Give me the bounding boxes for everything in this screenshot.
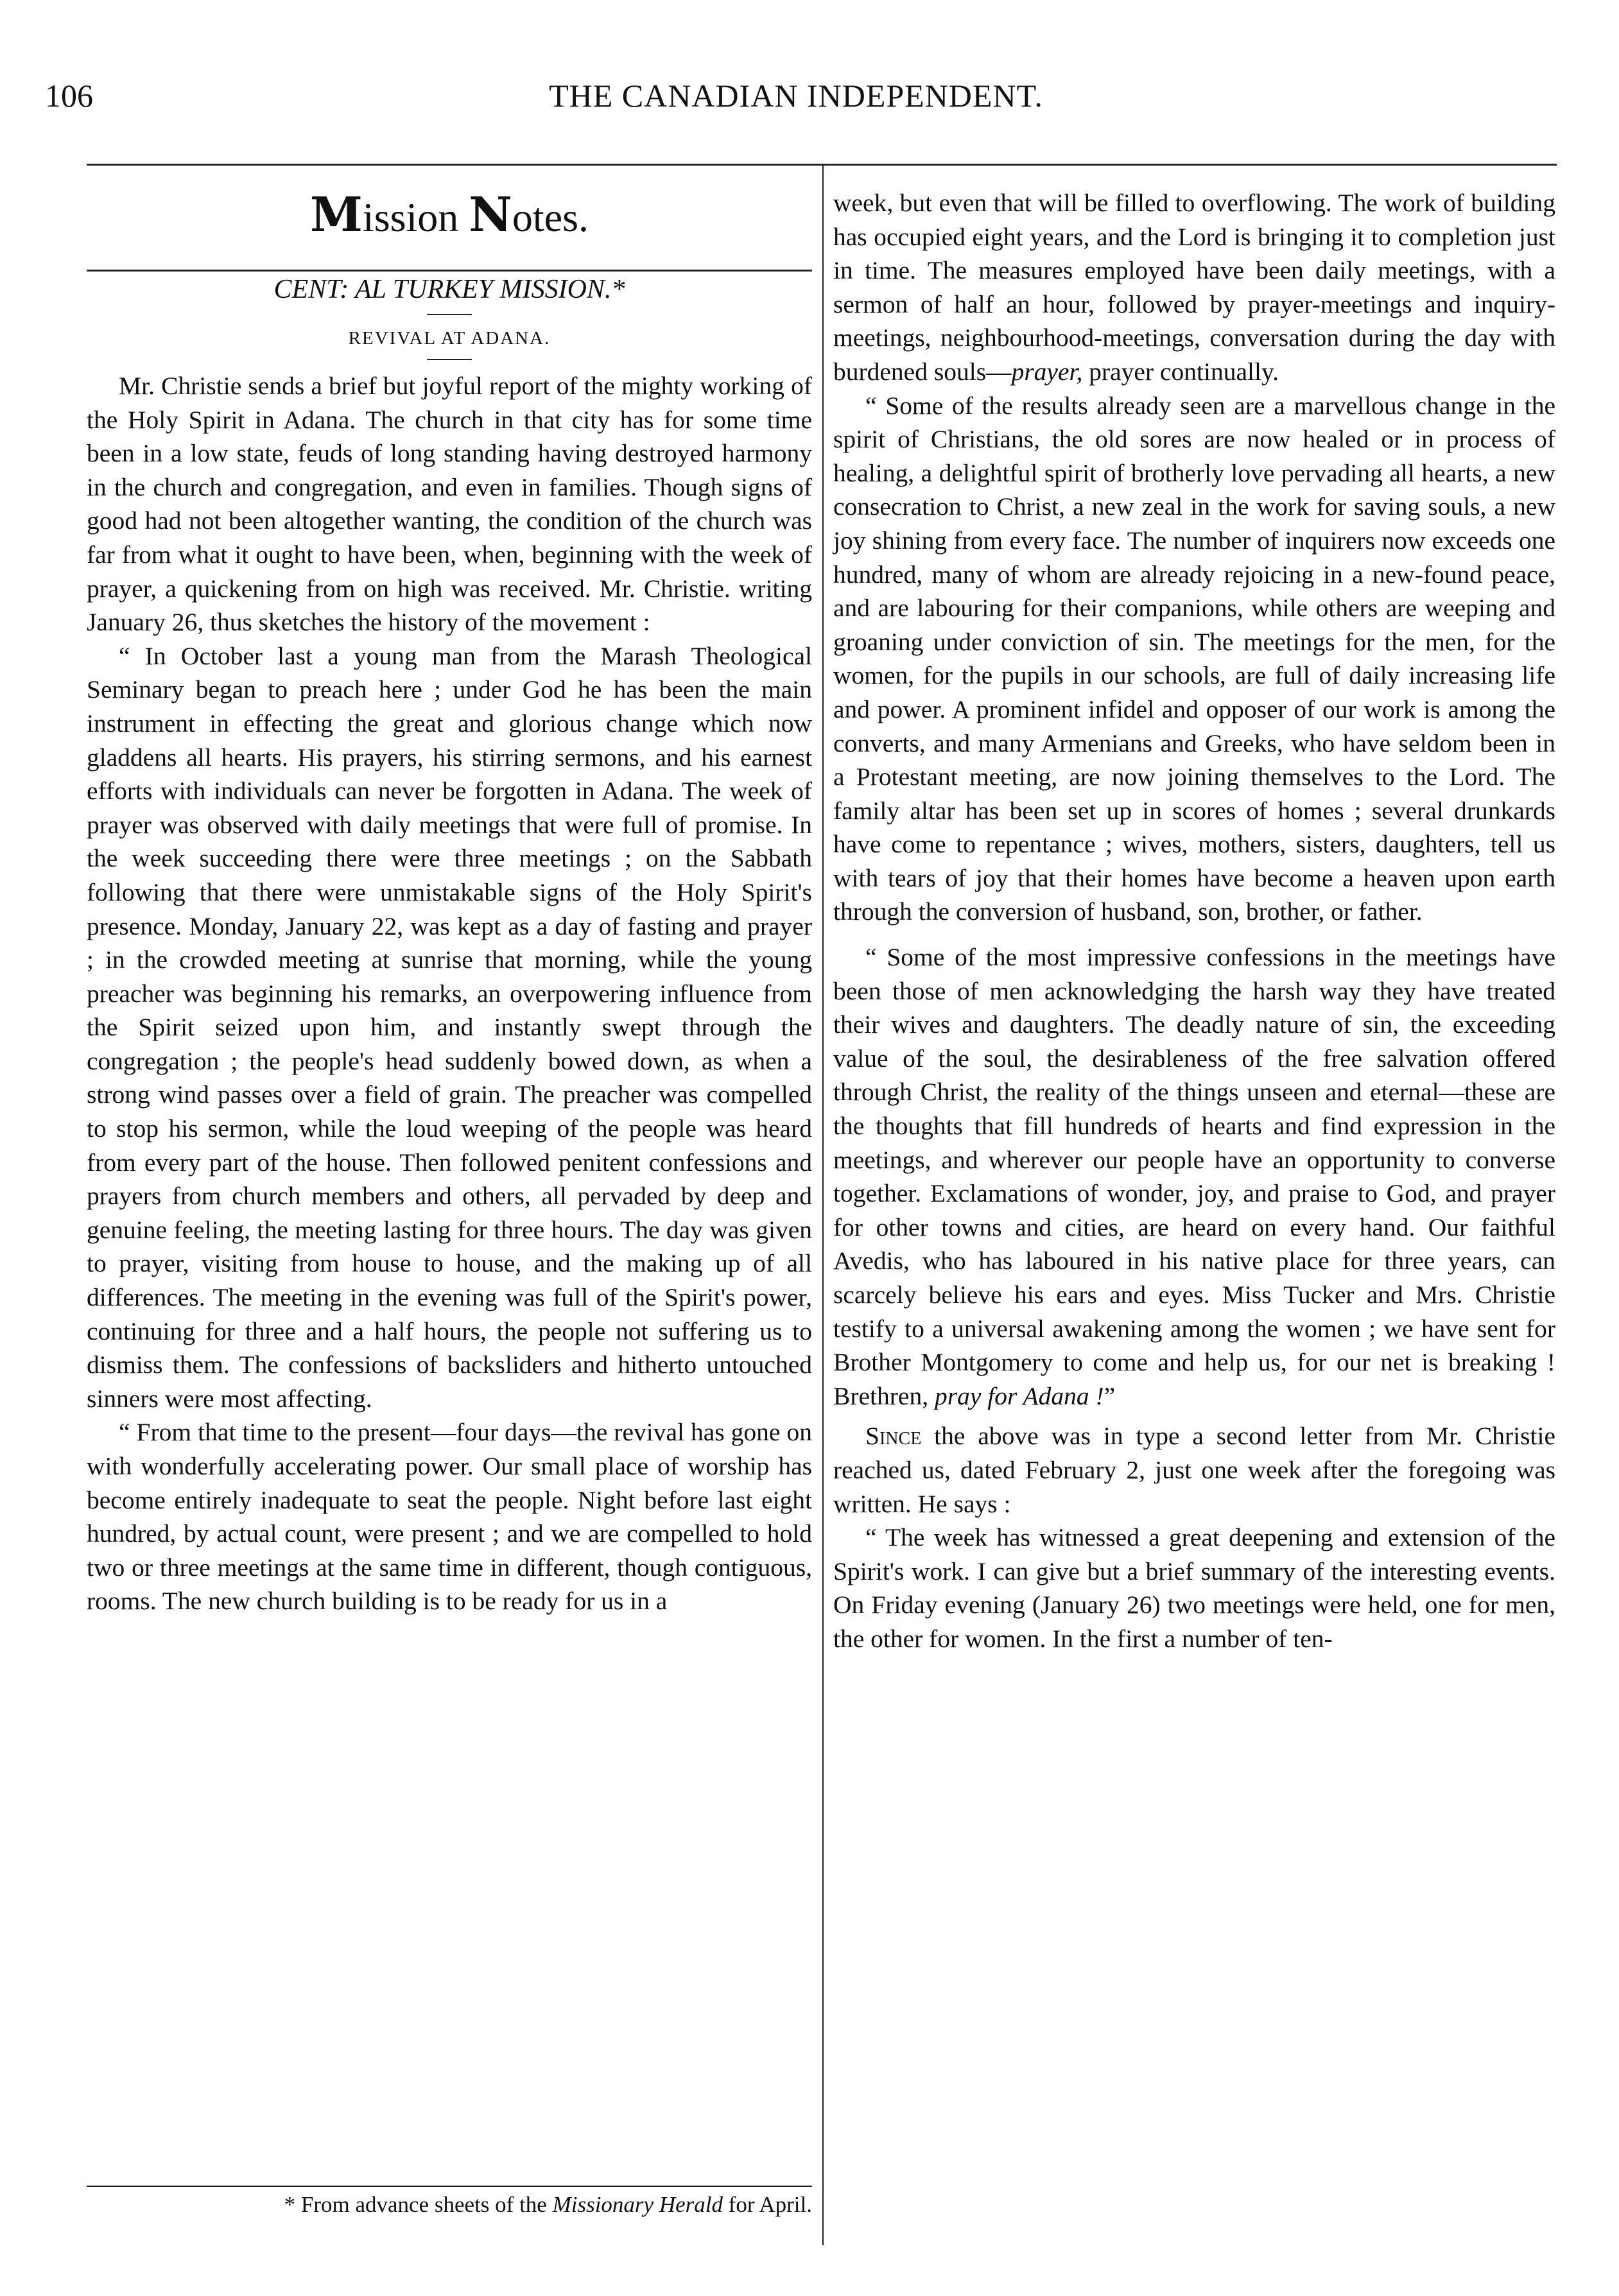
page-header xyxy=(45,77,1547,135)
paragraph-text-end: prayer continually. xyxy=(1082,357,1279,386)
footnote-prefix: * From advance sheets of the xyxy=(284,2192,553,2217)
revival-subheading: REVIVAL AT ADANA. xyxy=(348,328,551,349)
left-column xyxy=(87,164,812,1618)
paragraph xyxy=(833,1419,1555,1521)
title-word-otes: otes. xyxy=(512,194,589,240)
paragraph: “ Some of the results already seen are a marvellous change in the spirit of Christians, the old sores are now healed or in process of healing, a delightful spirit of brotherly love pervading all hearts, a new consecration to Christ, a new zeal in the work for saving souls, a new joy shining from every face. The number of inquirers now exceeds one hundred, many of whom are already rejoicing in a new-found peace, and are labouring for their companions, while others are weeping and groaning under conviction of sin. The meetings for the men, for the women, for the pupils in our schools, are full of daily increasing life and power. A prominent infidel and opposer of our work is among the converts, and many Armenians and Greeks, who have seldom been in a Protestant meeting, are now joining themselves to the Lord. The family altar has been set up in scores of homes ; several drunkards have come to repentance ; wives, mothers, sisters, daughters, tell us with tears of joy that their homes have become a heaven upon earth through the conversion of husband, son, brother, or father. xyxy=(833,391,1555,926)
paragraph xyxy=(833,186,1555,389)
paragraph: “ From that time to the present—four days—the revival has gone on with wonderfully accelerating power. Our small place of worship has become entirely inadequate to seat the people. Night before last eight hundred, by actual count, were present ; and we are compelled to hold two or three meetings at the same time in different, though contiguous, rooms. The new church building is to be ready for us in a xyxy=(87,1418,812,1616)
footnote-italic: Missionary Herald xyxy=(552,2192,723,2217)
journal-title: THE CANADIAN INDEPENDENT. xyxy=(549,78,1043,114)
section-title xyxy=(87,189,812,243)
paragraph: Mr. Christie sends a brief but joyful report of the mighty working of the Holy Spirit in Adana. The church in that city has for some time been in a low state, feuds of long standing having destroyed harmony in the church and congregation, and even in families. Though signs of good had not been altogether wanting, the condition of the church was far from what it ought to have been, when, beginning with the week of prayer, a quickening from on high was received. Mr. Christie. writing January 26, thus sketches the history of the movement : xyxy=(87,372,812,637)
paragraph: “ The week has witnessed a great deepening and extension of the Spirit's work. I can give but a brief summary of the interesting events. On Friday evening (January 26) two meetings were held, one for men, the other for women. In the first a number of ten- xyxy=(833,1523,1555,1653)
paragraph: “ In October last a young man from the Marash Theological Seminary began to preach here ; under God he has been the main instrument in effecting the great and glorious change which now gladdens all hearts. His prayers, his stirring sermons, and his earnest efforts with individuals can never be forgotten in Adana. The week of prayer was observed with daily meetings that were full of promise. In the week succeeding there were three meetings ; on the Sabbath following that there were unmistakable signs of the Holy Spirit's presence. Monday, January 22, was kept as a day of fasting and prayer ; in the crowded meeting at sunrise that morning, while the young preacher was beginning his remarks, an overpowering influence from the Spirit seized upon him, and instantly swept through the congregation ; the people's head suddenly bowed down, as when a strong wind passes over a field of grain. The preacher was compelled to stop his sermon, while the loud weeping of the people was heard from every part of the house. Then followed penitent confessions and prayers from church members and others, all pervaded by deep and genuine feeling, the meeting lasting for three hours. The day was given to prayer, visiting from house to house, and the making up of all differences. The meeting in the evening was full of the Spirit's power, continuing for three and a half hours, the people not suffering us to dismiss them. The confessions of backsliders and hitherto untouched sinners were most affecting. xyxy=(87,641,812,1413)
right-column xyxy=(833,186,1555,1656)
paragraph-text: “ Some of the most impressive confessions in the meetings have been those of men acknowledging the harsh way they have treated their wives and daughters. The deadly nature of sin, the exceeding value of the soul, the desirableness of the free salvation offered through Christ, the reality of the things unseen and eternal—these are the thoughts that fill hundreds of hearts and find expression in the meetings, and wherever our people have an opportunity to converse together. Exclamations of wonder, joy, and praise to God, and prayer for other towns and cities, are heard on every hand. Our faithful Avedis, who has laboured in his native place for three years, can scarcely believe his ears and eyes. Miss Tucker and Mrs. Christie testify to a universal awakening among the women ; we have sent for Brother Montgomery to come and help us, for our net is breaking ! Brethren, xyxy=(833,943,1555,1410)
title-initial-n: N xyxy=(469,187,512,243)
paragraph xyxy=(833,940,1555,1413)
title-initial-m: M xyxy=(309,187,363,243)
mission-subtitle: CENT: AL TURKEY MISSION.* xyxy=(273,275,625,304)
subtitle-dash xyxy=(427,314,472,315)
title-word-ission: ission xyxy=(362,194,459,240)
paragraph-text: week, but even that will be filled to overflowing. The work of building has occupied eight years, and the Lord is bringing it to completion just in time. The measures employed have been daily meetings, with a sermon of half an hour, followed by prayer-meetings and inquiry-meetings, neighbourhood-meetings, conversation during the day with burdened souls— xyxy=(833,189,1555,386)
paragraph-text-end: ” xyxy=(1104,1381,1116,1410)
column-divider xyxy=(822,166,824,2245)
page-number: 106 xyxy=(45,78,93,114)
footnote xyxy=(87,2192,812,2218)
paragraph-italic: prayer, xyxy=(1011,357,1083,386)
paragraph-text: the above was in type a second letter from Mr. Christie reached us, dated February 2, just one week after the foregoing was written. He says : xyxy=(833,1422,1555,1518)
lead-word: Since xyxy=(865,1422,922,1451)
subheading-dash xyxy=(427,359,472,360)
paragraph-italic: pray for Adana ! xyxy=(934,1381,1104,1410)
footnote-suffix: for April. xyxy=(722,2192,812,2217)
footnote-rule xyxy=(87,2186,812,2187)
